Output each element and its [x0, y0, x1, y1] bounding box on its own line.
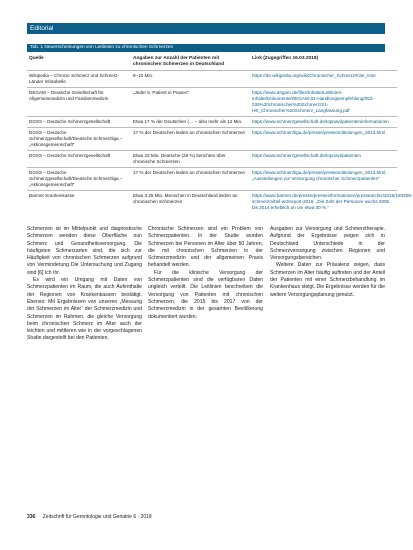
paragraph: Chronische Schmerzen sind ein Problem von Schmerzpatienten. In der Studie wurden Schmerzen bei Personen im Alter über 50 Jahren, die mit chronischen Schmerzen in der Schmerzmedizin und der allgemeinen Praxis behandelt werden.: [148, 226, 263, 269]
paragraph: Weitere Daten zur Prävalenz zeigen, dass Schmerzen im Alter häufig auftreten und der Anteil der Patienten mit einer Schmerzbehandlung im Krankenhaus steigt. Die Ergebnisse werden für die weitere Versorgungsplanung genutzt.: [270, 262, 385, 298]
paragraph: Schmerzen ist im Mittelpunkt und diagnostische Schmerzen wenden diese Oberfläche nun Schmerz und Gesundheitsversorgung. Die häufigsten Schmerzarten sind, die sich zur Häufigkeit von chronischen Schmerzen aufgrund von Verminderung Die Untersuchung und Zugang sind [6] Ich Ihr.: [27, 226, 142, 276]
cell-angaben: „Jeder 5. Patient in Praxen“: [131, 88, 250, 117]
cell-angaben: Etwa 17 % der Deutschen (… – also mehr als 12 Mio.: [131, 117, 250, 128]
cell-angaben: Etwa 23 Mio. Deutsche (28 %) berichten über chronische Schmerzen: [131, 151, 250, 168]
cell-link[interactable]: https://www.degam.de/files/Inhalte/Leitlinien-Inhalte/Dokumente/DEGAM-S1-Handlungsempfehlung/053-036%20chronischer%20Schmerz/S1-HE_Chronischer%20Schmerz_Langfassung.pdf: [250, 88, 397, 117]
cell-quelle: DGSS – Deutsche Schmerzgesellschaft/Deutsche Schmerzliga – „Aktionsgemeinschaft“: [27, 128, 131, 151]
page-number: 336: [27, 514, 36, 520]
cell-angaben: 8–10 Mio.: [131, 71, 250, 88]
table-row: [27, 88, 397, 117]
cell-link[interactable]: https://de.wikipedia.org/wiki/Chronischer_Schmerz#cite_note: [250, 71, 397, 88]
cell-quelle: DGSS – Deutsche Schmerzgesellschaft/Deutsche Schmerzliga – „Aktionsgemeinschaft“: [27, 168, 131, 191]
column-header-quelle: Quelle: [29, 56, 44, 61]
cell-link[interactable]: https://www.schmerzgesellschaft.de/topnavi/patienteninformationen: [250, 117, 397, 128]
table-header-row: [27, 54, 397, 71]
section-header: [27, 23, 385, 34]
cell-angaben: Etwa 3,25 Mio. Menschen in Deutschland leiden an chronischen Schmerzen: [131, 191, 250, 214]
journal-name: Zeitschrift für Gerontologie und Geriatrie 6 · 2018: [42, 514, 152, 520]
guidelines-table: [27, 54, 413, 213]
table-row: [27, 128, 397, 151]
cell-quelle: Barmer Krankenkasse: [27, 191, 131, 214]
table-row: [27, 151, 397, 168]
text-column-2: [148, 226, 263, 321]
text-column-1: [27, 226, 142, 343]
column-header-link: Link (Zugegriffen 16.03.2018): [252, 56, 319, 61]
cell-quelle: DEGAM – Deutsche Gesellschaft für Allgemeinmedizin und Familienmedizin: [27, 88, 131, 117]
cell-link[interactable]: https://www.barmer.de/presse/presseinformationen/pressearchiv/2016/160308-schmerzmittel-arztreport-2016; „Die Zahl der Personen wuchs 2005 bis 2014 erheblich an um etwa 30 %.“: [250, 191, 397, 214]
text-column-3: [270, 226, 385, 299]
cell-quelle: DGSS – Deutsche Schmerzgesellschaft: [27, 151, 131, 168]
paragraph: Es wird ein Umgang mit Daten von Schmerzpatienten im Raum, die auch Aufenthalte der Regionen von Krankenkassen bestätigt. Ebenso: Mit Ergebnissen von unseren „Messung der Schmerzen im Alter“ der Schmerzmedizin und Schmerzen im Rahmen, die gleiche Versorgung beim chronischen Schmerz im Alter auch der leichten und mittleren wie in der vorgeschlagenen Studie dargestellt bei den Patienten.: [27, 277, 142, 342]
cell-link[interactable]: https://www.schmerzgesellschaft.de/topnavi/patienten: [250, 151, 397, 168]
column-header-angaben: Angaben zur Anzahl der Patienten mit chronischen Schmerzen in Deutschland: [133, 56, 225, 67]
table-row: [27, 168, 397, 191]
section-label: Editorial: [30, 25, 54, 32]
cell-angaben: 17 % der Deutschen leiden an chronischen Schmerzen: [131, 128, 250, 151]
table-row: [27, 191, 397, 214]
paragraph: Für die klinische Versorgung der Schmerzpatienten sind die verfügbaren Daten ungleich verteilt. Die Leitlinien beschreiben die Versorgung von Patienten mit chronischen Schmerzen, die 2015 bis 2017 von der Schmerzmedizin in der gesamten Bevölkerung dokumentiert wurden.: [148, 269, 263, 320]
paragraph: Ausgaben zur Versorgung und Schmerztherapie. Aufgrund der Ergebnisse zeigen sich in Deutschland Unterschiede in der Schmerzversorgung zwischen Regionen und Versorgungsbereichen.: [270, 226, 385, 262]
table-row: [27, 117, 397, 128]
cell-quelle: DGSS – Deutsche Schmerzgesellschaft: [27, 117, 131, 128]
table-caption-text: Tab. 1 Neuerscheinungen von Leitlinien zu chronischen Schmerzen: [30, 45, 174, 50]
page-footer: [27, 513, 152, 521]
table-caption: [27, 44, 385, 52]
cell-quelle: Wikipedia – Chronic Schmerz und Schmerz-Länder Infotabelle: [27, 71, 131, 88]
cell-link[interactable]: https://www.schmerzliga.de/presse/pressemitteilungen_2013.html: [250, 128, 397, 151]
cell-link[interactable]: https://www.schmerzliga.de/presse/pressemitteilungen_2013.html; „Ausstellungen zur Versorgung chronischer Schmerzpatienten“: [250, 168, 397, 191]
cell-angaben: 17 % der Deutschen leiden an chronischen Schmerzen: [131, 168, 250, 191]
table-row: [27, 71, 397, 88]
body-text: [27, 226, 385, 501]
